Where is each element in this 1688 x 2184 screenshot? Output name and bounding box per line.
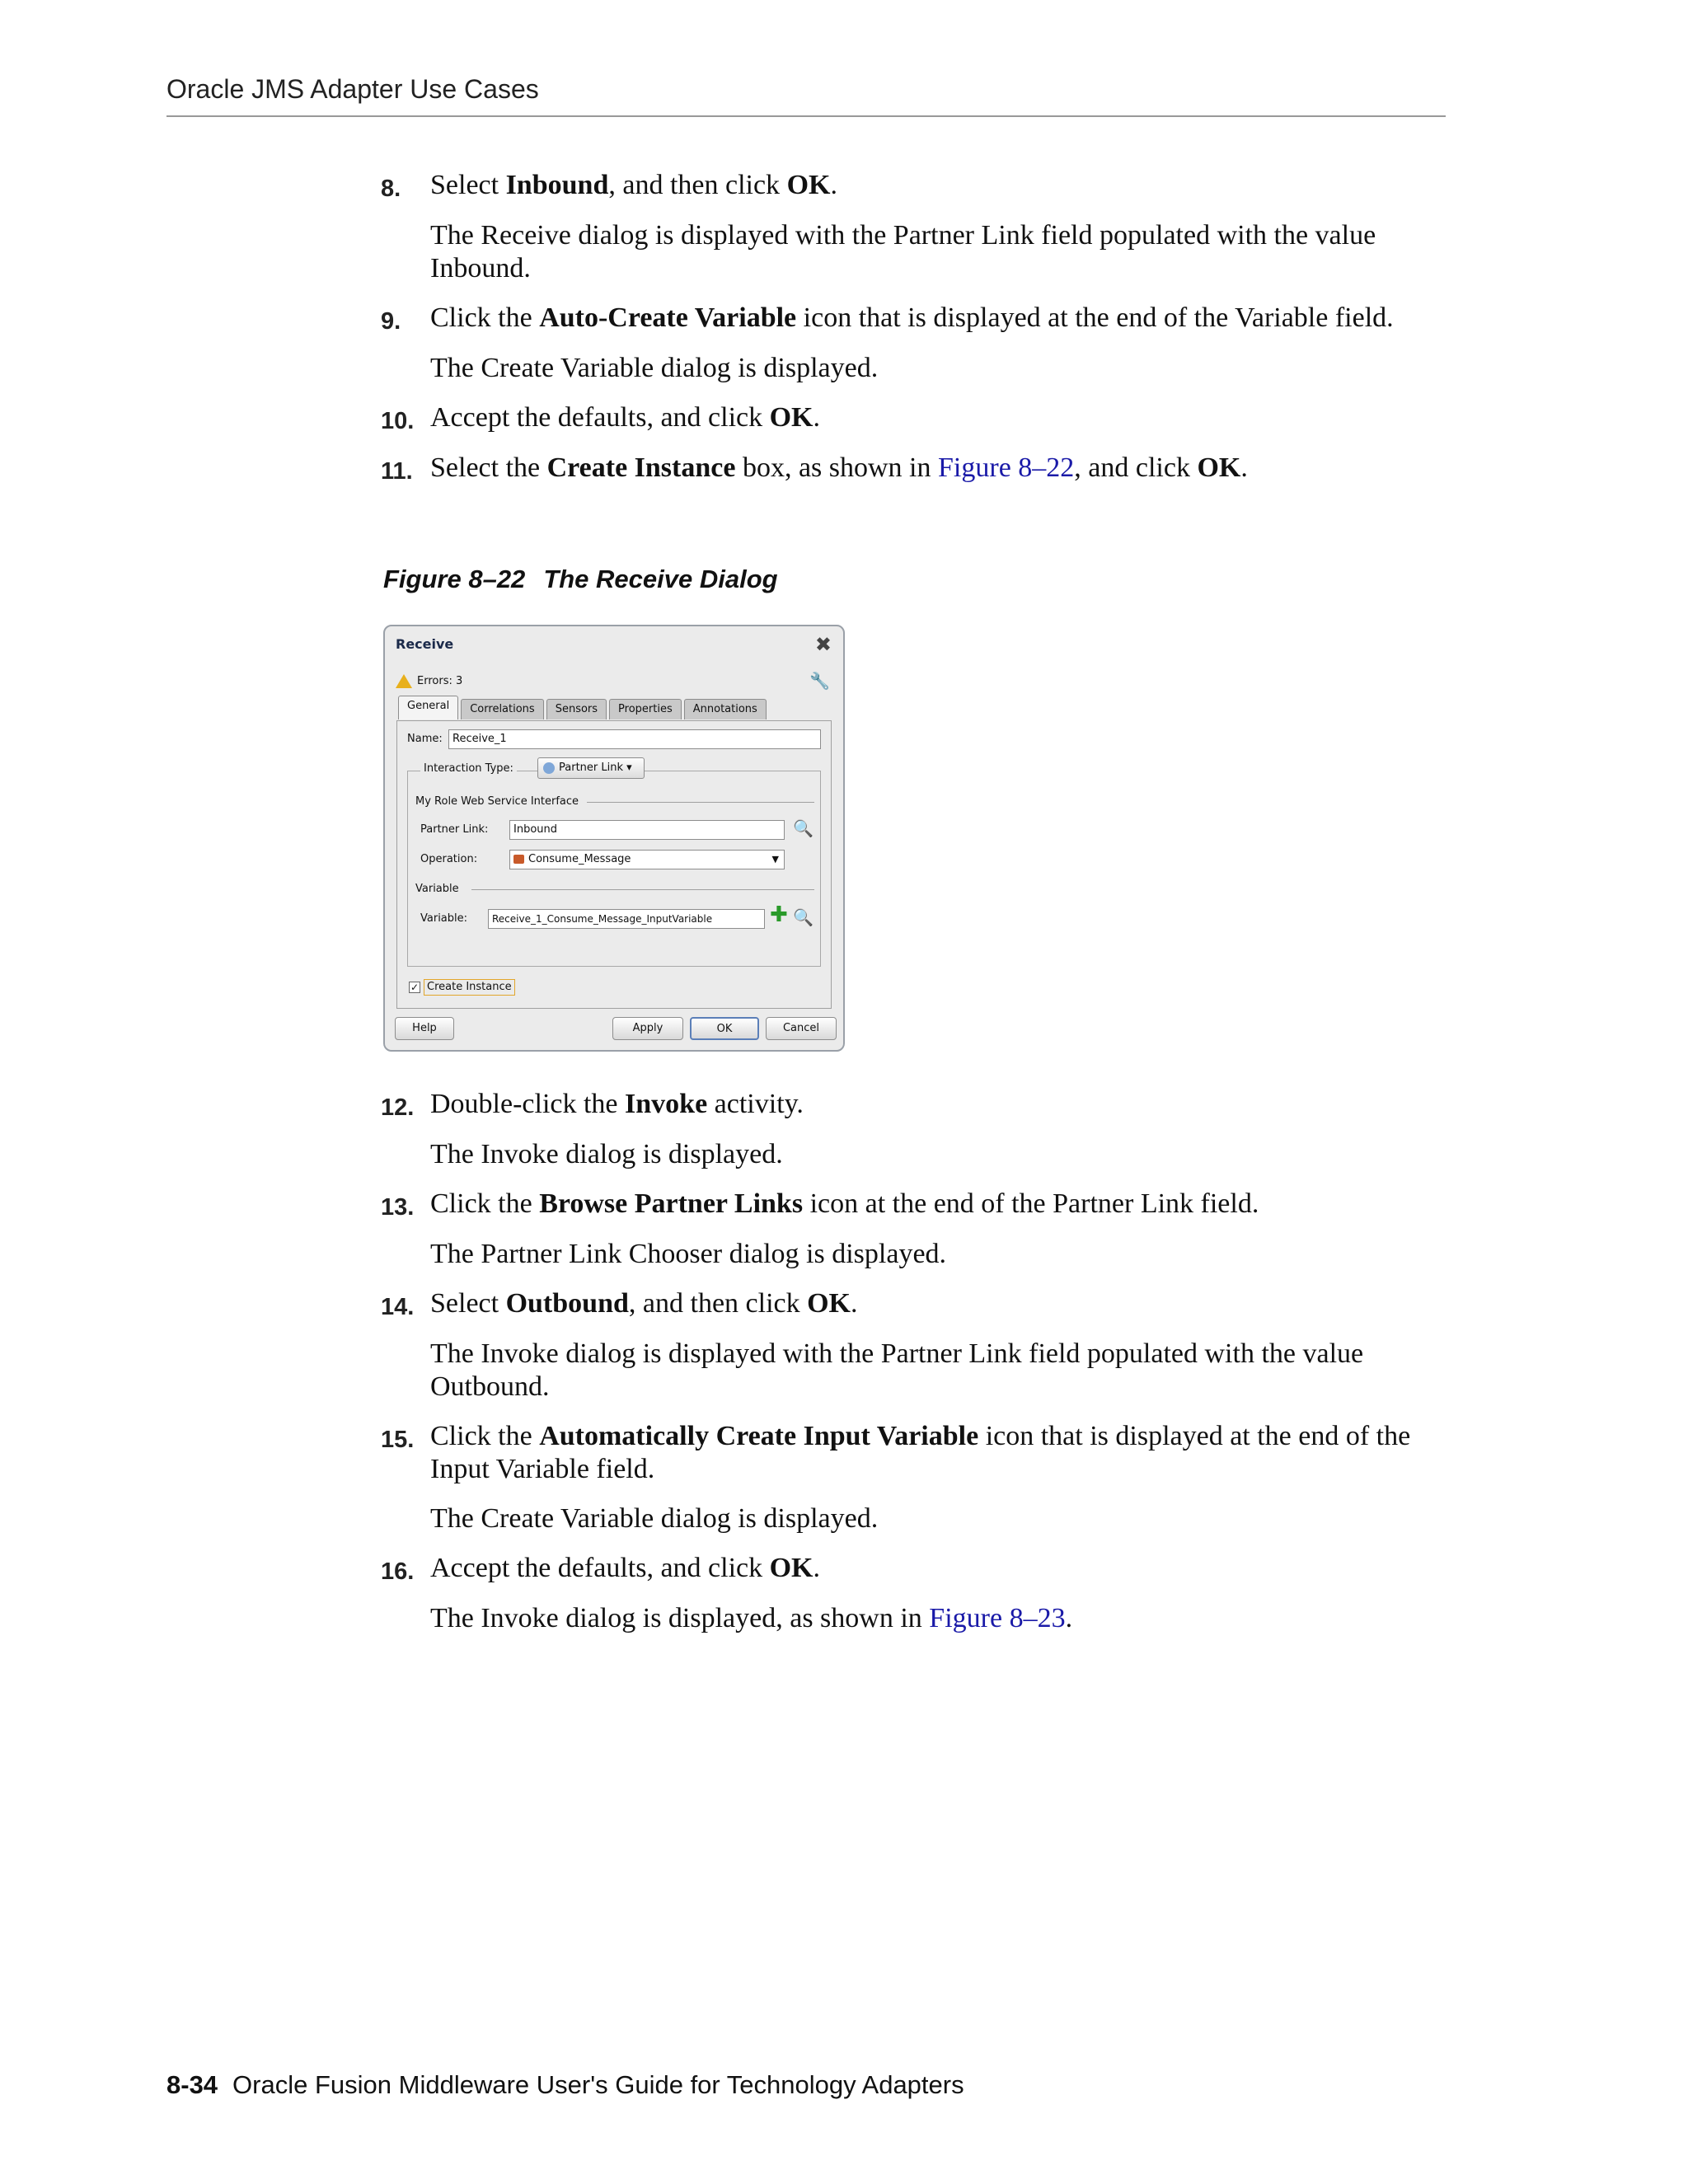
my-role-section-label: My Role Web Service Interface xyxy=(415,795,579,808)
create-instance-label[interactable]: Create Instance xyxy=(424,979,515,996)
browse-variables-icon[interactable]: 🔍 xyxy=(793,907,814,927)
running-head: Oracle JMS Adapter Use Cases xyxy=(166,74,539,104)
step-result: The Create Variable dialog is displayed. xyxy=(430,353,879,383)
auto-create-variable-icon[interactable]: ✚ xyxy=(770,902,788,927)
step-10 xyxy=(381,401,1452,435)
step-text: Select Inbound, and then click OK. xyxy=(430,170,837,200)
step-number: 8. xyxy=(381,176,401,202)
step-text: Click the Auto-Create Variable icon that is displayed at the end of the Variable field. xyxy=(430,302,1394,333)
step-text: Select the Create Instance box, as shown in Figure 8–22, and click OK. xyxy=(430,452,1248,483)
name-field[interactable]: Receive_1 xyxy=(448,729,821,749)
interaction-type-dropdown[interactable]: Partner Link ▾ xyxy=(537,757,645,779)
ok-button[interactable]: OK xyxy=(690,1017,759,1040)
page-footer xyxy=(166,2070,964,2100)
tab-general[interactable]: General xyxy=(398,696,458,719)
step-number: 13. xyxy=(381,1194,415,1221)
step-number: 16. xyxy=(381,1558,415,1585)
create-instance-checkbox[interactable]: ✓ xyxy=(410,982,420,993)
tab-annotations[interactable]: Annotations xyxy=(684,699,767,719)
step-number: 10. xyxy=(381,408,415,434)
partner-link-label: Partner Link: xyxy=(420,823,489,836)
step-number: 15. xyxy=(381,1427,415,1453)
dialog-title: Receive xyxy=(396,636,454,652)
partner-link-icon xyxy=(543,762,555,774)
help-button[interactable]: Help xyxy=(395,1017,454,1040)
step-number: 12. xyxy=(381,1094,415,1121)
operation-select[interactable]: Consume_Message ▼ xyxy=(509,850,785,869)
figure-link[interactable]: Figure 8–23 xyxy=(929,1603,1066,1633)
figure-caption xyxy=(383,565,778,594)
step-9 xyxy=(381,302,1452,385)
step-result: The Receive dialog is displayed with the Partner Link field populated with the value Inbound. xyxy=(430,220,1376,284)
step-list-top xyxy=(381,169,1452,485)
partner-link-field[interactable]: Inbound xyxy=(509,820,785,840)
tab-correlations[interactable]: Correlations xyxy=(461,699,543,719)
name-label: Name: xyxy=(407,733,443,745)
step-text: Accept the defaults, and click OK. xyxy=(430,1553,821,1583)
step-text: Accept the defaults, and click OK. xyxy=(430,402,821,433)
general-panel xyxy=(396,720,832,1009)
step-number: 9. xyxy=(381,308,401,335)
operation-label: Operation: xyxy=(420,853,478,865)
page-number: 8-34 xyxy=(166,2070,218,2099)
step-list-bottom xyxy=(381,1088,1452,1635)
step-14 xyxy=(381,1287,1452,1404)
interaction-type-label: Interaction Type: xyxy=(420,762,517,775)
browse-partner-links-icon[interactable]: 🔍 xyxy=(793,818,814,838)
tab-properties[interactable]: Properties xyxy=(609,699,682,719)
step-text: Select Outbound, and then click OK. xyxy=(430,1288,858,1319)
step-result: The Create Variable dialog is displayed. xyxy=(430,1503,879,1534)
step-result: The Partner Link Chooser dialog is displayed. xyxy=(430,1239,947,1269)
step-11 xyxy=(381,452,1452,485)
step-result: The Invoke dialog is displayed with the Partner Link field populated with the value Outbound. xyxy=(430,1338,1364,1402)
variable-field[interactable]: Receive_1_Consume_Message_InputVariable xyxy=(488,909,765,929)
step-number: 11. xyxy=(381,458,413,485)
step-text: Click the Automatically Create Input Variable icon that is displayed at the end of the Input Variable field. xyxy=(430,1421,1411,1484)
warning-icon xyxy=(396,674,412,688)
step-13 xyxy=(381,1188,1452,1271)
errors-label: Errors: 3 xyxy=(417,675,463,687)
book-title: Oracle Fusion Middleware User's Guide for Technology Adapters xyxy=(232,2070,964,2099)
figure-title: The Receive Dialog xyxy=(543,565,778,593)
receive-dialog xyxy=(383,625,845,1052)
figure-link[interactable]: Figure 8–22 xyxy=(938,452,1075,483)
step-result: The Invoke dialog is displayed. xyxy=(430,1139,783,1169)
step-text: Click the Browse Partner Links icon at the end of the Partner Link field. xyxy=(430,1188,1259,1219)
apply-button[interactable]: Apply xyxy=(612,1017,683,1040)
step-text: Double-click the Invoke activity. xyxy=(430,1089,804,1119)
step-result: The Invoke dialog is displayed, as shown in Figure 8–23. xyxy=(430,1603,1073,1633)
variable-section-label: Variable xyxy=(415,883,459,895)
operation-icon xyxy=(513,855,524,864)
chevron-down-icon: ▼ xyxy=(771,854,779,865)
tab-sensors[interactable]: Sensors xyxy=(546,699,607,719)
figure-label: Figure 8–22 xyxy=(383,565,526,593)
wrench-icon[interactable]: 🔧 xyxy=(809,671,830,691)
header-rule xyxy=(166,115,1446,117)
step-12 xyxy=(381,1088,1452,1171)
tab-bar xyxy=(398,699,769,719)
step-15 xyxy=(381,1420,1452,1535)
cancel-button[interactable]: Cancel xyxy=(766,1017,837,1040)
close-icon[interactable]: ✖ xyxy=(814,633,832,656)
step-number: 14. xyxy=(381,1294,415,1320)
step-16 xyxy=(381,1552,1452,1635)
step-8 xyxy=(381,169,1452,285)
errors-indicator xyxy=(396,674,462,688)
variable-label: Variable: xyxy=(420,912,468,925)
